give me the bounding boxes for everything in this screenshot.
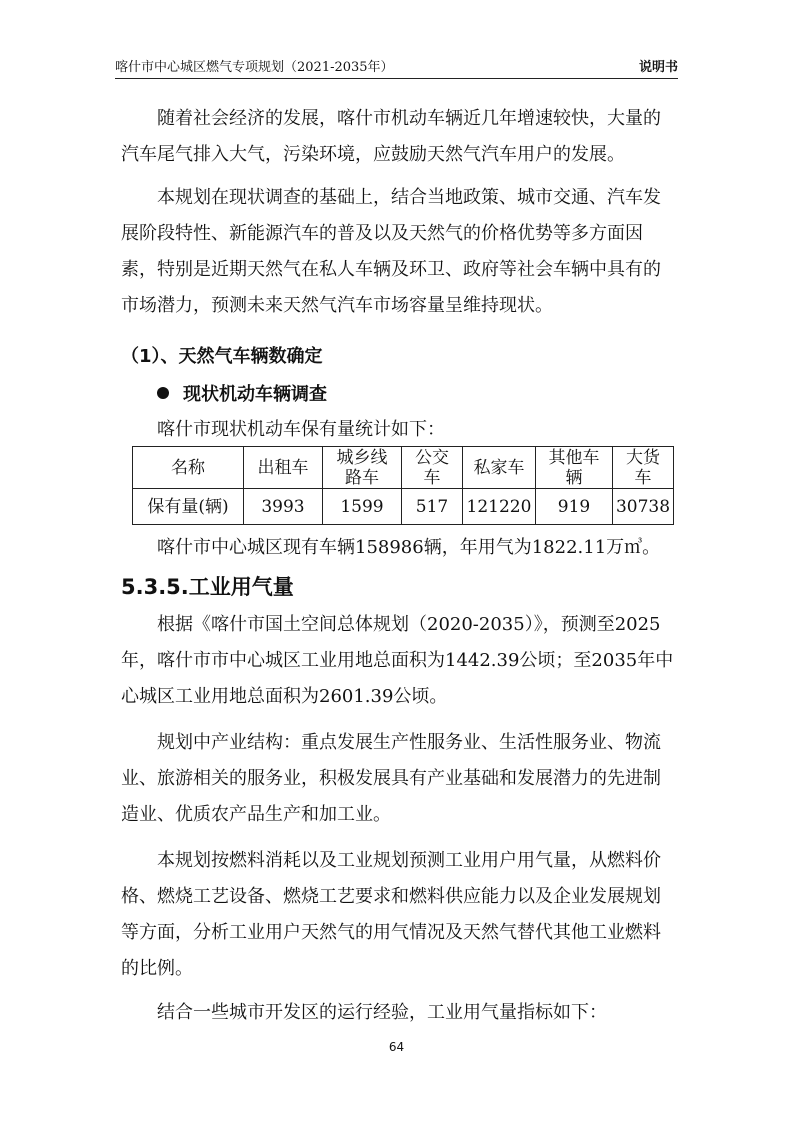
bullet-icon — [157, 387, 169, 399]
paragraph-industry-structure — [121, 725, 681, 833]
text-line: 年，喀什市市中心城区工业用地总面积为1442.39公顷；至2035年中 — [121, 650, 674, 671]
section-heading: 5.3.5.工业用气量 — [121, 575, 294, 599]
text-line: 喀什市现状机动车保有量统计如下： — [157, 419, 445, 440]
bullet-heading-text: 现状机动车辆调查 — [183, 384, 327, 405]
table-row — [133, 489, 674, 525]
paragraph-indicators — [121, 995, 681, 1031]
value-cell: 30738 — [613, 489, 674, 525]
value-cell: 919 — [536, 489, 613, 525]
header-section-label: 说明书 — [638, 60, 678, 75]
page-header — [115, 56, 678, 78]
text-line: 随着社会经济的发展，喀什市机动车辆近几年增速较快，大量的 — [157, 108, 661, 129]
text-line: 汽车尾气排入大气，污染环境，应鼓励天然气汽车用户的发展。 — [121, 144, 625, 165]
header-cell: 大货 车 — [613, 447, 674, 489]
bullet-heading — [157, 380, 327, 406]
value-cell: 517 — [402, 489, 463, 525]
text-line: 展阶段特性、新能源汽车的普及以及天然气的价格优势等多方面因 — [121, 223, 643, 244]
text-line: 造业、优质农产品生产和加工业。 — [121, 804, 391, 825]
table-intro — [121, 412, 681, 448]
value-cell: 3993 — [244, 489, 323, 525]
text-line: 业、旅游相关的服务业，积极发展具有产业基础和发展潜力的先进制 — [121, 768, 661, 789]
paragraph-industrial-land — [121, 607, 681, 715]
text-line: 素，特别是近期天然气在私人车辆及环卫、政府等社会车辆中具有的 — [121, 259, 661, 280]
text-line: 格、燃烧工艺设备、燃烧工艺要求和燃料供应能力以及企业发展规划 — [121, 886, 661, 907]
header-title: 喀什市中心城区燃气专项规划（2021-2035年） — [115, 60, 394, 75]
page-number: 64 — [388, 1040, 405, 1054]
row-label-cell: 保有量(辆) — [133, 489, 244, 525]
text-line: 市场潜力，预测未来天然气汽车市场容量呈维持现状。 — [121, 295, 553, 316]
value-cell: 1599 — [323, 489, 402, 525]
vehicle-summary — [121, 530, 681, 566]
header-divider — [115, 78, 678, 79]
text-line: 本规划按燃料消耗以及工业规划预测工业用户用气量，从燃料价 — [157, 850, 661, 871]
text-line: 心城区工业用地总面积为2601.39公顷。 — [121, 686, 448, 707]
vehicle-count-table — [132, 446, 674, 525]
text-line: 等方面，分析工业用户天然气的用气情况及天然气替代其他工业燃料 — [121, 922, 661, 943]
value-cell: 121220 — [463, 489, 536, 525]
paragraph-fuel-analysis — [121, 843, 681, 987]
header-cell: 私家车 — [463, 447, 536, 489]
text-line: 喀什市中心城区现有车辆158986辆，年用气为1822.11万㎥。 — [157, 537, 661, 558]
header-cell: 公交 车 — [402, 447, 463, 489]
text-line: 规划中产业结构：重点发展生产性服务业、生活性服务业、物流 — [157, 732, 661, 753]
text-line: 根据《喀什市国土空间总体规划（2020-2035）》，预测至2025 — [157, 614, 661, 635]
header-cell: 其他车 辆 — [536, 447, 613, 489]
subsection-heading: （1）、天然气车辆数确定 — [121, 346, 323, 367]
paragraph-vehicle-growth — [121, 101, 681, 173]
text-line: 的比例。 — [121, 958, 193, 979]
text-line: 本规划在现状调查的基础上，结合当地政策、城市交通、汽车发 — [157, 187, 661, 208]
header-cell: 出租车 — [244, 447, 323, 489]
table-header-row — [133, 447, 674, 489]
paragraph-planning-basis — [121, 180, 681, 324]
header-cell: 名称 — [133, 447, 244, 489]
text-line: 结合一些城市开发区的运行经验，工业用气量指标如下： — [157, 1002, 607, 1023]
header-cell: 城乡线 路车 — [323, 447, 402, 489]
